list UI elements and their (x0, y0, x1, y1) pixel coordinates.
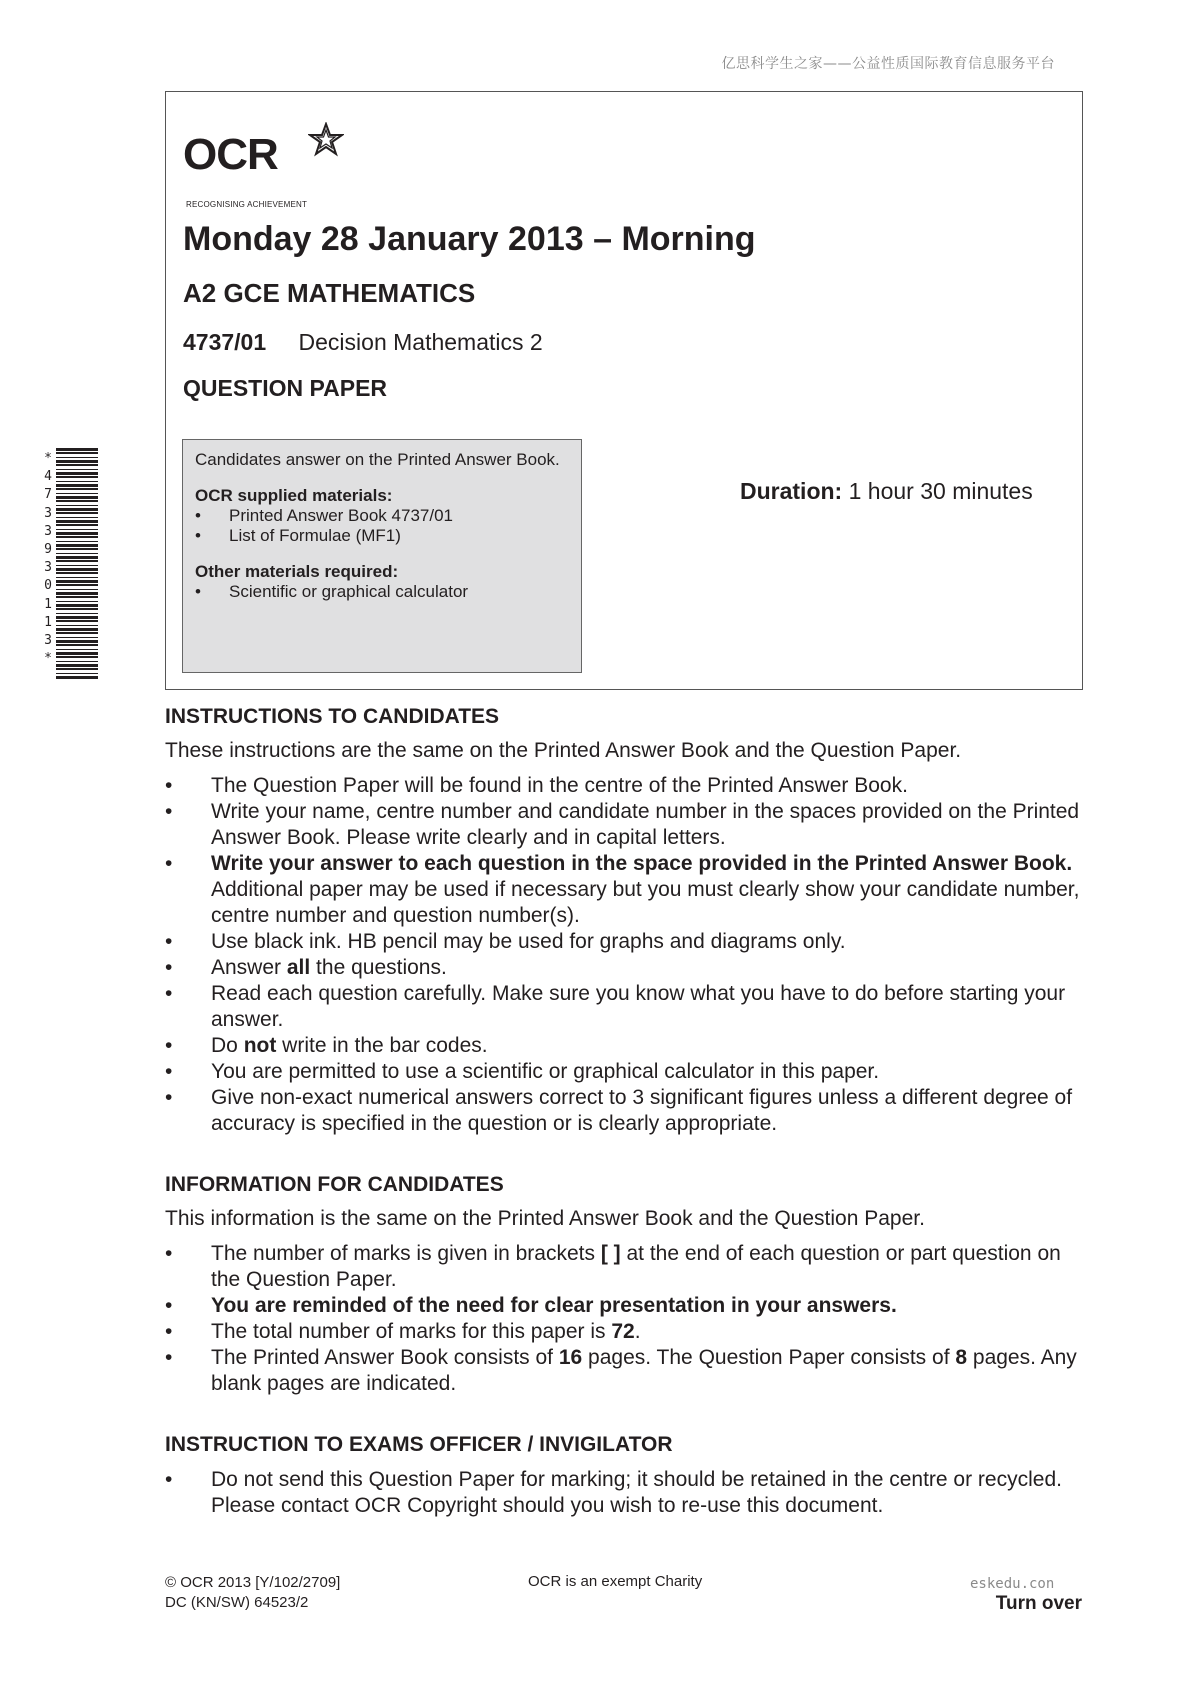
materials-box (182, 439, 582, 673)
instruction-item: • Write your answer to each question in the space provided in the Printed Answer Book. Additional paper may be used if necessary but you must clearly show your candidate number, centre number and question number(s). (165, 851, 1090, 929)
instructions-section (165, 705, 1090, 1137)
instruction-item: • The Question Paper will be found in the centre of the Printed Answer Book. (165, 773, 1090, 799)
turn-over: Turn over (995, 1593, 1082, 1614)
duration (740, 478, 1033, 505)
information-heading: INFORMATION FOR CANDIDATES (165, 1173, 504, 1196)
instructions-heading: INSTRUCTIONS TO CANDIDATES (165, 705, 500, 728)
instruction-item: • Answer all the questions. (165, 955, 1090, 981)
footer-charity: OCR is an exempt Charity (528, 1573, 703, 1590)
officer-item: • Do not send this Question Paper for marking; it should be retained in the centre or recycled. Please contact OCR Copyright should you wish to re-use this document. (165, 1467, 1090, 1519)
information-item: • The total number of marks for this paper is 72. (165, 1319, 1090, 1345)
supplied-item: • List of Formulae (MF1) (195, 526, 569, 546)
duration-value: 1 hour 30 minutes (848, 478, 1033, 504)
ocr-logo (183, 116, 343, 209)
instructions-intro: These instructions are the same on the Printed Answer Book and the Question Paper. (165, 739, 962, 762)
materials-intro: Candidates answer on the Printed Answer Book. (195, 450, 560, 469)
watermark-top: 亿思科学生之家——公益性质国际教育信息服务平台 (721, 56, 1055, 72)
information-item: • The Printed Answer Book consists of 16 pages. The Question Paper consists of 8 pages. Any blank pages are indicated. (165, 1345, 1090, 1397)
supplied-heading: OCR supplied materials: (195, 486, 393, 505)
information-item: • The number of marks is given in brackets [ ] at the end of each question or part question on the Question Paper. (165, 1241, 1090, 1293)
paper-type: QUESTION PAPER (183, 375, 388, 401)
header-box (165, 91, 1083, 690)
instructions-list (165, 773, 1090, 1137)
instruction-item: • Give non-exact numerical answers correct to 3 significant figures unless a different degree of accuracy is specified in the question or is clearly appropriate. (165, 1085, 1090, 1137)
logo-star-icon (308, 122, 344, 158)
instruction-item: • You are permitted to use a scientific or graphical calculator in this paper. (165, 1059, 1090, 1085)
other-item: • Scientific or graphical calculator (195, 582, 569, 602)
paper-code-row (183, 329, 543, 356)
footer-watermark: eskedu.con (970, 1576, 1055, 1592)
paper-code: 4737/01 (183, 329, 267, 355)
officer-heading: INSTRUCTION TO EXAMS OFFICER / INVIGILATOR (165, 1433, 673, 1456)
instruction-item: • Use black ink. HB pencil may be used for graphs and diagrams only. (165, 929, 1090, 955)
information-section (165, 1173, 1090, 1397)
barcode-digits: * 4 7 3 3 9 3 0 1 1 3 * (44, 451, 52, 667)
duration-label: Duration: (740, 478, 843, 504)
footer-left (165, 1573, 340, 1613)
officer-list (165, 1467, 1090, 1519)
instruction-item: • Read each question carefully. Make sure you know what you have to do before starting your answer. (165, 981, 1090, 1033)
information-intro: This information is the same on the Printed Answer Book and the Question Paper. (165, 1207, 925, 1230)
paper-title: Decision Mathematics 2 (298, 329, 543, 355)
footer-ref: DC (KN/SW) 64523/2 (165, 1594, 309, 1611)
information-item: • You are reminded of the need for clear presentation in your answers. (165, 1293, 1090, 1319)
exam-subject: A2 GCE MATHEMATICS (183, 278, 476, 308)
footer-copyright: © OCR 2013 [Y/102/2709] (165, 1574, 341, 1591)
instruction-item: • Do not write in the bar codes. (165, 1033, 1090, 1059)
other-heading: Other materials required: (195, 562, 399, 581)
supplied-item: • Printed Answer Book 4737/01 (195, 506, 569, 526)
instruction-item: • Write your name, centre number and candidate number in the spaces provided on the Printed Answer Book. Please write clearly and in capital letters. (165, 799, 1090, 851)
logo-tagline: RECOGNISING ACHIEVEMENT (186, 200, 308, 209)
officer-section (165, 1433, 1090, 1519)
exam-date: Monday 28 January 2013 – Morning (183, 220, 756, 258)
information-list (165, 1241, 1090, 1397)
logo-text: OCR (183, 130, 278, 179)
